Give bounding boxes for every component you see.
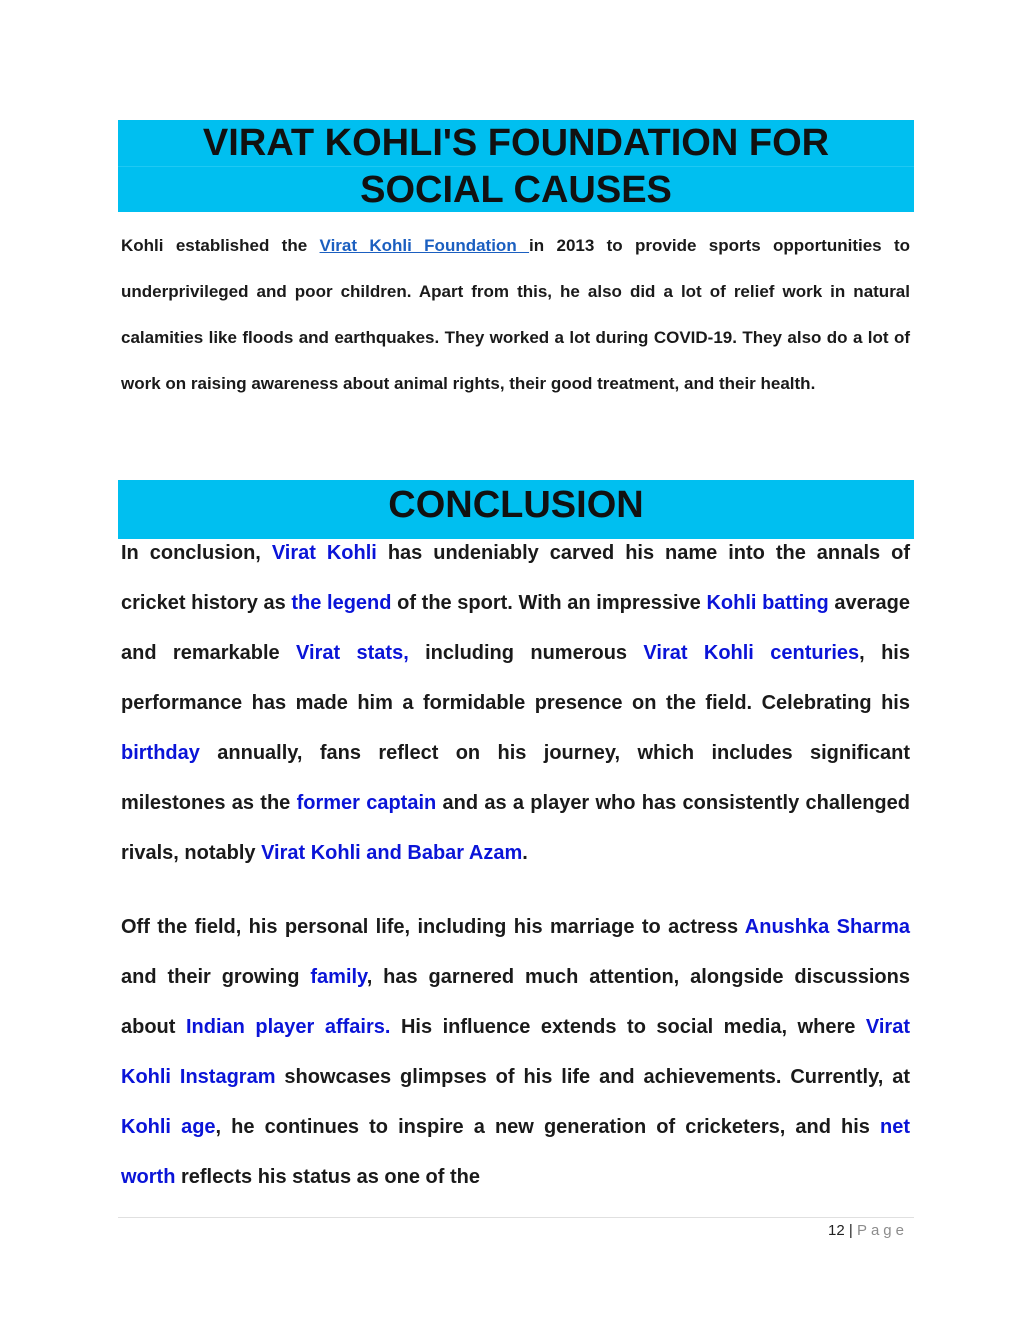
heading-line-2: SOCIAL CAUSES	[360, 169, 672, 211]
text-run: In conclusion,	[121, 542, 272, 564]
keyword-link[interactable]: net worth	[121, 1116, 910, 1188]
keyword-link[interactable]: Kohli batting	[706, 592, 829, 614]
keyword-link[interactable]: Kohli age	[121, 1116, 216, 1138]
keyword-link[interactable]: Anushka Sharma	[744, 916, 910, 938]
text-run: has undeniably carved his name into the annals of cricket history as	[121, 542, 910, 614]
section-heading-conclusion: CONCLUSION	[118, 480, 914, 539]
text-run: Kohli established the	[121, 236, 320, 255]
text-run: and their growing	[121, 966, 311, 988]
text-run: of the sport. With an impressive	[391, 592, 707, 614]
text-run: , has garnered much attention, alongside discussions about	[121, 966, 910, 1038]
conclusion-paragraph-1	[121, 528, 910, 878]
heading-line-1: VIRAT KOHLI'S FOUNDATION FOR	[118, 120, 914, 167]
text-run: including numerous	[408, 642, 644, 664]
text-run: and as a player who has consistently challenged rivals, notably	[121, 792, 910, 864]
conclusion-paragraph-2	[121, 902, 910, 1202]
keyword-link[interactable]: the legend	[291, 592, 392, 614]
keyword-link[interactable]: birthday	[121, 742, 200, 764]
text-run: reflects his status as one of the	[175, 1166, 480, 1188]
footer-separator: |	[848, 1222, 853, 1239]
text-run: annually, fans reflect on his journey, which includes significant milestones as the	[121, 742, 910, 814]
keyword-link[interactable]: Virat Kohli centuries	[643, 642, 860, 664]
text-run: .	[522, 842, 528, 864]
keyword-link[interactable]: Virat Kohli Instagram	[121, 1016, 910, 1088]
keyword-link[interactable]: Indian player affairs.	[185, 1016, 391, 1038]
text-run: showcases glimpses of his life and achievements. Currently, at	[275, 1066, 910, 1088]
footer-divider	[118, 1217, 914, 1218]
page-number: 12	[828, 1222, 845, 1239]
section-heading-foundation	[118, 120, 914, 212]
text-run: in 2013 to provide sports opportunities to underprivileged and poor children. Apart from this, he also did a lot of relief work in natural calamities like floods and earthquakes. They worked a lot during COVID-19. They also do a lot of work on raising awareness about animal rights, their good treatment, and their health.	[121, 236, 911, 393]
keyword-link[interactable]: Virat stats,	[296, 642, 409, 664]
text-run: , his performance has made him a formidable presence on the field. Celebrating his	[121, 642, 910, 714]
text-run: Off the field, his personal life, including his marriage to actress	[121, 916, 745, 938]
keyword-link[interactable]: Virat Kohli and Babar Azam	[261, 842, 523, 864]
keyword-link[interactable]: family	[310, 966, 367, 988]
virat-kohli-foundation-link[interactable]: Virat Kohli Foundation	[319, 236, 530, 255]
text-run: , he continues to inspire a new generation of cricketers, and his	[215, 1116, 880, 1138]
page-footer	[828, 1222, 908, 1239]
foundation-paragraph	[121, 223, 910, 407]
text-run: average and remarkable	[121, 592, 911, 664]
page-label: Page	[856, 1222, 908, 1239]
keyword-link[interactable]: former captain	[296, 792, 437, 814]
text-run: His influence extends to social media, where	[390, 1016, 866, 1038]
keyword-link[interactable]: Virat Kohli	[271, 542, 377, 564]
